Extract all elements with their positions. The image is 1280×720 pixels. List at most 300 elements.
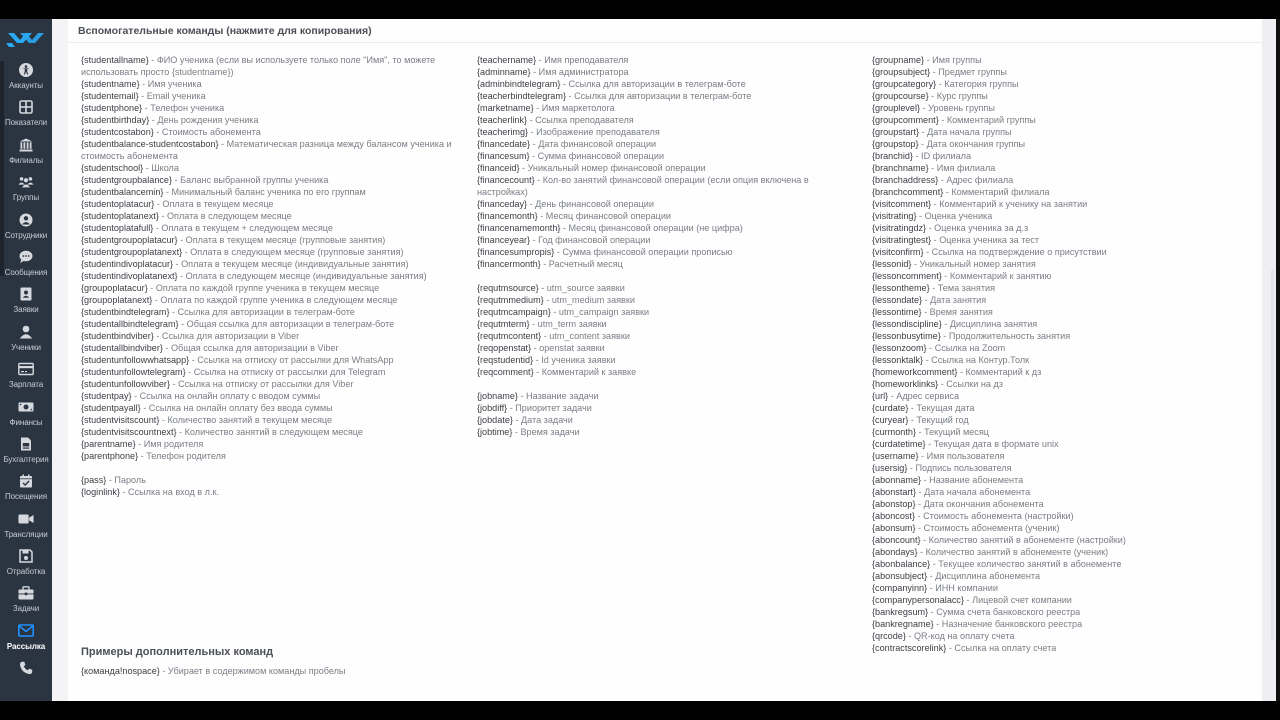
command-key: {jobdate} <box>477 415 513 425</box>
sidebar-nav <box>0 59 52 695</box>
command-description: - Приоритет задачи <box>507 403 592 413</box>
command-item[interactable] <box>81 318 461 330</box>
command-item[interactable] <box>81 390 461 402</box>
command-key: {jobname} <box>477 391 518 401</box>
command-key: {curyear} <box>872 415 909 425</box>
card-header <box>68 19 1262 43</box>
command-key: {lessondiscipline} <box>872 319 942 329</box>
command-key: {pass} <box>81 475 107 485</box>
command-item[interactable] <box>477 66 817 78</box>
command-key: {abondays} <box>872 547 918 557</box>
command-description: - Ссылка преподавателя <box>527 115 634 125</box>
command-item[interactable] <box>81 126 461 138</box>
command-item[interactable] <box>81 114 461 126</box>
sidebar-item-phone[interactable] <box>0 657 52 694</box>
command-key: {homeworklinks} <box>872 379 939 389</box>
command-item[interactable] <box>872 630 1172 642</box>
command-description: - Пароль <box>106 475 146 485</box>
sidebar-item-label: Трансляции <box>4 529 48 539</box>
command-item[interactable] <box>81 258 461 270</box>
command-description: - Оплата в следующем месяце (индивидуальные занятия) <box>177 271 427 281</box>
command-item[interactable] <box>477 366 817 378</box>
command-description: - Назначение банковского реестра <box>933 619 1083 629</box>
command-key: {financesum} <box>477 151 530 161</box>
command-description: - Ссылка на вход в л.к. <box>119 487 220 497</box>
command-key: {studentcostabon} <box>81 127 154 137</box>
command-item[interactable] <box>872 210 1172 222</box>
command-key: {lessonbusytime} <box>872 331 941 341</box>
command-item[interactable] <box>872 510 1172 522</box>
command-description: - Уникальный номер финансовой операции <box>519 163 706 173</box>
command-item[interactable] <box>872 198 1172 210</box>
command-description: - Имя преподавателя <box>536 55 629 65</box>
dashboard-grid-icon <box>18 99 34 115</box>
command-description: - Комментарий к занятию <box>941 271 1052 281</box>
command-description: - Убирает в содержимом команды пробелы <box>159 666 346 676</box>
command-item[interactable] <box>872 438 1172 450</box>
command-description: - Дата окончания абонемента <box>915 499 1044 509</box>
command-key: {studentoplatanext} <box>81 211 159 221</box>
command-key: {financecount} <box>477 175 535 185</box>
command-description: - Имя маркетолога <box>533 103 615 113</box>
command-key: {lessonzoom} <box>872 343 927 353</box>
command-item[interactable] <box>477 54 817 66</box>
command-item[interactable] <box>872 138 1172 150</box>
command-description: - Ссылка для авторизации в Viber <box>153 331 300 341</box>
command-description: - utm_term заявки <box>529 319 607 329</box>
command-item[interactable] <box>81 246 461 258</box>
sidebar-item-label: Аккаунты <box>9 81 43 90</box>
command-item[interactable] <box>872 174 1172 186</box>
command-description: - Название абонемента <box>921 475 1024 485</box>
command-item[interactable] <box>477 222 817 234</box>
command-item[interactable] <box>872 450 1172 462</box>
command-key: {studentgroupbalance} <box>81 175 173 185</box>
command-description: - Ссылка на Zoom <box>926 343 1006 353</box>
logo-icon <box>6 29 46 49</box>
main-content <box>52 19 1262 701</box>
command-item[interactable] <box>81 54 461 78</box>
command-description: - Id ученика заявки <box>533 355 616 365</box>
command-item[interactable] <box>477 426 817 438</box>
command-description: - ФИО ученика (если вы используете только поле "Имя", то можете использовать просто {studentname}) <box>81 55 436 77</box>
command-description: - Подпись пользователя <box>907 463 1012 473</box>
command-key: {studentallbindtelegram} <box>81 319 179 329</box>
command-item[interactable] <box>872 342 1172 354</box>
command-key: {studentbirthday} <box>81 115 150 125</box>
command-key: {abonbalance} <box>872 559 931 569</box>
command-description: - Имя родителя <box>135 439 204 449</box>
group-spacer <box>477 270 817 282</box>
command-description: - utm_content заявки <box>541 331 630 341</box>
command-key: {financeid} <box>477 163 520 173</box>
command-description: - Уникальный номер занятия <box>911 259 1036 269</box>
command-description: - Оценка ученика <box>916 211 993 221</box>
command-item[interactable] <box>872 354 1172 366</box>
command-item[interactable] <box>81 474 461 486</box>
command-item[interactable] <box>477 78 817 90</box>
sidebar-item-chat-bubble[interactable] <box>0 246 52 283</box>
save-disk-icon <box>18 548 34 564</box>
command-description: - Текущее количество занятий в абонементе <box>930 559 1122 569</box>
command-description: - openstat заявки <box>531 343 605 353</box>
command-item[interactable] <box>872 522 1172 534</box>
sidebar-item-accessibility[interactable] <box>0 59 52 96</box>
command-description: - Оплата в текущем месяце <box>154 199 274 209</box>
command-key: {grouplevel} <box>872 103 921 113</box>
command-description: - Комментарий к заявке <box>533 367 637 377</box>
command-item[interactable] <box>477 258 817 270</box>
command-key: {studentbindtelegram} <box>81 307 170 317</box>
commands-column-group-lesson <box>872 54 1172 654</box>
video-camera-icon <box>18 511 34 527</box>
command-key: {studentunfollowviber} <box>81 379 170 389</box>
command-item[interactable] <box>872 594 1172 606</box>
command-item[interactable] <box>477 294 817 306</box>
command-item[interactable] <box>477 330 817 342</box>
command-item[interactable] <box>477 90 817 102</box>
command-key: {studentindivoplatacur} <box>81 259 174 269</box>
command-description: - Адрес сервиса <box>888 391 960 401</box>
command-item[interactable] <box>81 426 461 438</box>
command-description: - Ссылка для авторизации в телеграм-боте <box>560 79 746 89</box>
sidebar-item-document[interactable] <box>0 433 52 470</box>
command-description: - Время задачи <box>512 427 580 437</box>
sidebar-item-money-bill[interactable] <box>0 396 52 433</box>
envelope-icon <box>18 623 34 639</box>
command-description: - utm_medium заявки <box>543 295 635 305</box>
users-group-icon <box>18 174 34 190</box>
sidebar-item-label: Задачи <box>12 604 40 614</box>
command-description: - Ссылка на Контур.Толк <box>923 355 1030 365</box>
command-item[interactable] <box>872 270 1172 282</box>
command-item[interactable] <box>81 90 461 102</box>
command-item[interactable] <box>872 366 1172 378</box>
command-item[interactable] <box>477 306 817 318</box>
command-description: - Стоимость абонемента (настройки) <box>914 511 1074 521</box>
command-key: {studentpay} <box>81 391 132 401</box>
command-item[interactable] <box>872 474 1172 486</box>
command-item[interactable] <box>872 414 1172 426</box>
command-key: {studentpayall} <box>81 403 141 413</box>
screen-top-letterbox <box>0 0 1280 19</box>
command-key: {abonname} <box>872 475 922 485</box>
command-description: - Общая ссылка для авторизации в Viber <box>162 343 339 353</box>
briefcase-icon <box>18 585 34 601</box>
command-item[interactable] <box>872 66 1172 78</box>
command-description: - Тема занятия <box>929 283 996 293</box>
example-command-item[interactable] <box>81 665 345 677</box>
command-key: {studentunfollowtelegram} <box>81 367 186 377</box>
command-item[interactable] <box>81 198 461 210</box>
command-key: {studentbindviber} <box>81 331 154 341</box>
command-item[interactable] <box>872 246 1172 258</box>
command-key: {abonsum} <box>872 523 916 533</box>
command-description: - Сумма финансовой операции <box>529 151 665 161</box>
command-item[interactable] <box>872 558 1172 570</box>
command-item[interactable] <box>477 318 817 330</box>
command-item[interactable] <box>477 234 817 246</box>
command-item[interactable] <box>477 354 817 366</box>
sidebar-item-bank-building[interactable] <box>0 134 52 171</box>
command-item[interactable] <box>81 138 461 162</box>
command-item[interactable] <box>477 150 817 162</box>
sidebar-item-label: Филиалы <box>9 155 43 165</box>
group-spacer <box>81 462 461 474</box>
command-description: - Дата задачи <box>512 415 573 425</box>
command-item[interactable] <box>872 486 1172 498</box>
command-item[interactable] <box>477 174 817 198</box>
command-description: - Изображение преподавателя <box>528 127 660 137</box>
sidebar-item-label: Зарплата <box>8 380 44 390</box>
command-description: - Сумма счета банковского реестра <box>928 607 1081 617</box>
command-description: - Дата начала абонемента <box>916 487 1031 497</box>
sidebar-item-dashboard-grid[interactable] <box>0 96 52 133</box>
command-item[interactable] <box>872 54 1172 66</box>
command-item[interactable] <box>81 330 461 342</box>
command-item[interactable] <box>872 126 1172 138</box>
command-key: {branchname} <box>872 163 929 173</box>
command-key: {studentname} <box>81 79 140 89</box>
sidebar-rail <box>0 61 4 276</box>
command-description: - Имя администратора <box>530 67 629 77</box>
bank-building-icon <box>18 137 34 153</box>
command-key: {aboncount} <box>872 535 921 545</box>
command-item[interactable] <box>872 462 1172 474</box>
command-description: - Дата занятия <box>922 295 987 305</box>
command-item[interactable] <box>872 294 1172 306</box>
command-item[interactable] <box>81 174 461 186</box>
command-item[interactable] <box>81 354 461 366</box>
sidebar-item-label: Заявки <box>13 305 39 315</box>
command-item[interactable] <box>872 258 1172 270</box>
command-key: {financermonth} <box>477 259 541 269</box>
command-item[interactable] <box>81 234 461 246</box>
command-item[interactable] <box>872 582 1172 594</box>
command-key: {lessondate} <box>872 295 923 305</box>
command-item[interactable] <box>872 642 1172 654</box>
command-key: {lessoncomment} <box>872 271 942 281</box>
command-description: - ИНН компании <box>927 583 998 593</box>
sidebar-item-calendar-check[interactable] <box>0 470 52 507</box>
command-item[interactable] <box>81 282 461 294</box>
command-key: {financedate} <box>477 139 531 149</box>
command-description: - Ссылка на отписку от рассылки для Telegram <box>185 367 386 377</box>
command-key: {groupname} <box>872 55 925 65</box>
command-item[interactable] <box>81 450 461 462</box>
command-item[interactable] <box>872 114 1172 126</box>
command-description: - Предмет группы <box>930 67 1007 77</box>
command-item[interactable] <box>872 618 1172 630</box>
command-description: - Дисциплина занятия <box>941 319 1038 329</box>
command-description: - Сумма финансовой операции прописью <box>554 247 733 257</box>
command-item[interactable] <box>477 282 817 294</box>
command-item[interactable] <box>477 390 817 402</box>
command-key: {reqopenstat} <box>477 343 532 353</box>
command-item[interactable] <box>872 534 1172 546</box>
command-description: - Количество занятий в следующем месяце <box>176 427 363 437</box>
command-key: {jobtime} <box>477 427 513 437</box>
command-description: - Оценка ученика за тест <box>931 235 1040 245</box>
sidebar-item-label: Рассылка <box>6 641 46 651</box>
command-key: {groupstart} <box>872 127 920 137</box>
command-item[interactable] <box>81 366 461 378</box>
command-item[interactable] <box>872 162 1172 174</box>
sidebar-item-users-group[interactable] <box>0 171 52 208</box>
sidebar-item-label: Ученики <box>11 342 41 352</box>
command-item[interactable] <box>477 342 817 354</box>
command-description: - Математическая разница между балансом ученика и стоимость абонемента <box>81 139 452 161</box>
command-item[interactable] <box>872 222 1172 234</box>
command-key: {requtmmedium} <box>477 295 544 305</box>
command-item[interactable] <box>81 222 461 234</box>
command-description: - Оплата в текущем + следующем месяце <box>153 223 333 233</box>
command-item[interactable] <box>477 126 817 138</box>
sidebar-item-label: Финансы <box>9 417 43 427</box>
sidebar-item-label: Бухгалтерия <box>3 454 49 464</box>
command-key: {bankregname} <box>872 619 934 629</box>
command-description: - Email ученика <box>138 91 206 101</box>
command-item[interactable] <box>872 390 1172 402</box>
logo[interactable] <box>0 19 52 59</box>
command-item[interactable] <box>81 210 461 222</box>
command-item[interactable] <box>872 90 1172 102</box>
command-key: {financeday} <box>477 199 528 209</box>
sidebar-item-contact-card[interactable] <box>0 283 52 320</box>
command-item[interactable] <box>872 498 1172 510</box>
command-description: - Ссылка на отписку от рассылки для WhatsApp <box>189 355 394 365</box>
command-key: {branchaddress} <box>872 175 939 185</box>
command-item[interactable] <box>81 186 461 198</box>
command-item[interactable] <box>872 234 1172 246</box>
command-description: - Школа <box>143 163 179 173</box>
command-key: {studentemail} <box>81 91 139 101</box>
command-item[interactable] <box>81 486 461 498</box>
command-item[interactable] <box>477 402 817 414</box>
command-item[interactable] <box>872 606 1172 618</box>
sidebar-item-user-circle[interactable] <box>0 209 52 246</box>
scrollbar-thumb[interactable] <box>1271 270 1274 640</box>
command-item[interactable] <box>872 306 1172 318</box>
command-key: {lessontime} <box>872 307 922 317</box>
command-description: - Дата финансовой операции <box>530 139 657 149</box>
command-key: {homeworkcomment} <box>872 367 958 377</box>
sidebar-item-save-disk[interactable] <box>0 545 52 582</box>
sidebar-item-credit-card[interactable] <box>0 358 52 395</box>
command-item[interactable] <box>477 102 817 114</box>
command-item[interactable] <box>81 162 461 174</box>
command-item[interactable] <box>477 246 817 258</box>
command-description: - Оплата по каждой группе ученика в текущем месяце <box>147 283 380 293</box>
command-description: - Оплата в следующем месяце (групповые занятия) <box>182 247 404 257</box>
accessibility-icon <box>18 62 34 78</box>
command-key: {groupoplatacur} <box>81 283 148 293</box>
command-item[interactable] <box>872 186 1172 198</box>
command-key: {studentschool} <box>81 163 144 173</box>
command-item[interactable] <box>477 114 817 126</box>
command-key: {studentallname} <box>81 55 149 65</box>
command-item[interactable] <box>872 546 1172 558</box>
command-key: {groupcourse} <box>872 91 929 101</box>
command-key: {parentname} <box>81 439 136 449</box>
command-description: - Месяц финансовой операции (не цифра) <box>560 223 743 233</box>
command-item[interactable] <box>872 150 1172 162</box>
sidebar-item-video-camera[interactable] <box>0 508 52 545</box>
command-item[interactable] <box>81 342 461 354</box>
command-item[interactable] <box>81 402 461 414</box>
command-description: - Имя ученика <box>139 79 202 89</box>
command-key: {aboncost} <box>872 511 915 521</box>
command-item[interactable] <box>81 78 461 90</box>
command-item[interactable] <box>477 138 817 150</box>
command-item[interactable] <box>477 210 817 222</box>
user-circle-icon <box>18 212 34 228</box>
command-item[interactable] <box>477 162 817 174</box>
command-key: {curdate} <box>872 403 909 413</box>
command-key: {usersig} <box>872 463 908 473</box>
command-item[interactable] <box>477 414 817 426</box>
command-item[interactable] <box>872 378 1172 390</box>
command-key: {teacherbindtelegram} <box>477 91 566 101</box>
command-item[interactable] <box>872 402 1172 414</box>
command-item[interactable] <box>477 198 817 210</box>
sidebar-item-briefcase[interactable] <box>0 582 52 619</box>
command-item[interactable] <box>81 306 461 318</box>
group-spacer <box>477 378 817 390</box>
sidebar <box>0 19 52 701</box>
command-description: - Текущая дата <box>908 403 975 413</box>
command-description: - Продолжительность занятия <box>940 331 1071 341</box>
command-description: - Имя группы <box>924 55 982 65</box>
command-description: - Расчетный месяц <box>540 259 623 269</box>
command-item[interactable] <box>872 282 1172 294</box>
command-description: - Ссылка для авторизации в телеграм-боте <box>565 91 752 101</box>
command-item[interactable] <box>81 378 461 390</box>
command-item[interactable] <box>81 102 461 114</box>
command-key: {lessontheme} <box>872 283 930 293</box>
command-description: - Ссылка на онлайн оплату с вводом суммы <box>131 391 321 401</box>
sidebar-item-user[interactable] <box>0 321 52 358</box>
command-key: {adminbindtelegram} <box>477 79 561 89</box>
card-title: Вспомогательные команды (нажмите для копирования) <box>78 24 372 37</box>
command-key: {companypersonalacc} <box>872 595 965 605</box>
command-item[interactable] <box>81 294 461 306</box>
command-description: - Баланс выбранной группы ученика <box>172 175 329 185</box>
command-description: - Текущая дата в формате unix <box>925 439 1059 449</box>
command-description: - ID филиала <box>912 151 972 161</box>
command-item[interactable] <box>81 270 461 282</box>
command-key: {visitconfirm} <box>872 247 924 257</box>
command-description: - Комментарий группы <box>938 115 1036 125</box>
command-item[interactable] <box>872 318 1172 330</box>
examples-title: Примеры дополнительных команд <box>81 646 274 658</box>
command-description: - Комментарий филиала <box>943 187 1050 197</box>
command-key: {studentunfollowwhatsapp} <box>81 355 190 365</box>
command-item[interactable] <box>872 330 1172 342</box>
calendar-check-icon <box>18 473 34 489</box>
command-item[interactable] <box>81 414 461 426</box>
credit-card-icon <box>18 361 34 377</box>
command-key: {abonstart} <box>872 487 916 497</box>
command-item[interactable] <box>872 570 1172 582</box>
command-key: {financenamemonth} <box>477 223 561 233</box>
command-item[interactable] <box>81 438 461 450</box>
command-item[interactable] <box>872 78 1172 90</box>
command-item[interactable] <box>872 426 1172 438</box>
sidebar-item-envelope[interactable] <box>0 620 52 657</box>
command-item[interactable] <box>872 102 1172 114</box>
command-description: - Оплата в текущем месяце (групповые занятия) <box>177 235 386 245</box>
